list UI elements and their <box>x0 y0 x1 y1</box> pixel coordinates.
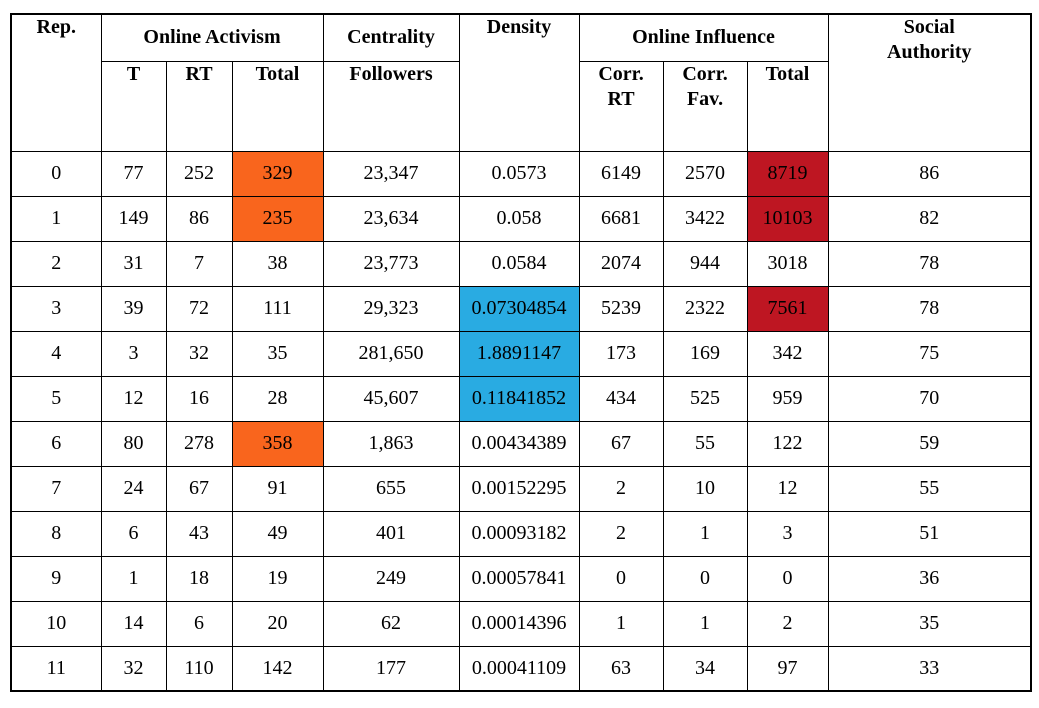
cell-t: 14 <box>101 601 166 646</box>
cell-t: 31 <box>101 241 166 286</box>
table-header <box>11 14 1031 151</box>
cell-social-authority: 78 <box>828 286 1031 331</box>
cell-rep: 8 <box>11 511 101 556</box>
cell-followers: 29,323 <box>323 286 459 331</box>
cell-density: 0.00014396 <box>459 601 579 646</box>
header-corr-fav-label: Corr. Fav. <box>682 62 728 110</box>
cell-social-authority: 70 <box>828 376 1031 421</box>
table-row <box>11 511 1031 556</box>
cell-t: 3 <box>101 331 166 376</box>
cell-rep: 2 <box>11 241 101 286</box>
table-row <box>11 331 1031 376</box>
cell-social-authority: 59 <box>828 421 1031 466</box>
cell-density: 0.00093182 <box>459 511 579 556</box>
cell-corr-fav: 2322 <box>663 286 747 331</box>
cell-rep: 1 <box>11 196 101 241</box>
header-online-activism: Online Activism <box>101 14 323 61</box>
cell-rt: 86 <box>166 196 232 241</box>
cell-t: 80 <box>101 421 166 466</box>
cell-rt: 32 <box>166 331 232 376</box>
header-corr-rt-label: Corr. RT <box>598 62 644 110</box>
cell-followers: 23,634 <box>323 196 459 241</box>
cell-density: 0.00152295 <box>459 466 579 511</box>
cell-corr-fav: 2570 <box>663 151 747 196</box>
cell-density: 0.00434389 <box>459 421 579 466</box>
table-row <box>11 196 1031 241</box>
table-row <box>11 376 1031 421</box>
cell-influence-total: 10103 <box>747 196 828 241</box>
cell-activism-total: 358 <box>232 421 323 466</box>
header-influence-total: Total <box>747 61 828 151</box>
cell-corr-rt: 67 <box>579 421 663 466</box>
header-rt: RT <box>166 61 232 151</box>
cell-influence-total: 7561 <box>747 286 828 331</box>
cell-activism-total: 35 <box>232 331 323 376</box>
cell-rt: 67 <box>166 466 232 511</box>
cell-activism-total: 19 <box>232 556 323 601</box>
cell-density: 1.8891147 <box>459 331 579 376</box>
cell-t: 24 <box>101 466 166 511</box>
cell-corr-fav: 34 <box>663 646 747 691</box>
cell-rt: 278 <box>166 421 232 466</box>
cell-corr-rt: 434 <box>579 376 663 421</box>
cell-influence-total: 959 <box>747 376 828 421</box>
header-online-influence: Online Influence <box>579 14 828 61</box>
cell-rt: 110 <box>166 646 232 691</box>
cell-followers: 401 <box>323 511 459 556</box>
table-row <box>11 286 1031 331</box>
cell-t: 149 <box>101 196 166 241</box>
cell-density: 0.0584 <box>459 241 579 286</box>
cell-rep: 11 <box>11 646 101 691</box>
cell-influence-total: 0 <box>747 556 828 601</box>
cell-corr-rt: 2 <box>579 466 663 511</box>
table-row <box>11 466 1031 511</box>
cell-social-authority: 86 <box>828 151 1031 196</box>
cell-rt: 7 <box>166 241 232 286</box>
cell-social-authority: 51 <box>828 511 1031 556</box>
cell-t: 12 <box>101 376 166 421</box>
header-rep: Rep. <box>11 14 101 151</box>
cell-corr-fav: 3422 <box>663 196 747 241</box>
cell-rep: 10 <box>11 601 101 646</box>
cell-corr-fav: 1 <box>663 601 747 646</box>
cell-activism-total: 49 <box>232 511 323 556</box>
header-social-authority <box>828 14 1031 151</box>
table-row <box>11 556 1031 601</box>
cell-activism-total: 91 <box>232 466 323 511</box>
cell-corr-rt: 6681 <box>579 196 663 241</box>
cell-social-authority: 78 <box>828 241 1031 286</box>
cell-density: 0.0573 <box>459 151 579 196</box>
header-activism-total: Total <box>232 61 323 151</box>
cell-corr-fav: 169 <box>663 331 747 376</box>
cell-density: 0.058 <box>459 196 579 241</box>
cell-social-authority: 55 <box>828 466 1031 511</box>
cell-activism-total: 28 <box>232 376 323 421</box>
cell-influence-total: 2 <box>747 601 828 646</box>
table-row <box>11 241 1031 286</box>
cell-rt: 72 <box>166 286 232 331</box>
cell-activism-total: 38 <box>232 241 323 286</box>
representatives-table <box>10 13 1032 692</box>
cell-rep: 4 <box>11 331 101 376</box>
cell-influence-total: 122 <box>747 421 828 466</box>
cell-followers: 23,773 <box>323 241 459 286</box>
cell-influence-total: 3 <box>747 511 828 556</box>
cell-corr-rt: 173 <box>579 331 663 376</box>
header-social-authority-label: Social Authority <box>887 16 972 63</box>
cell-corr-rt: 2 <box>579 511 663 556</box>
cell-followers: 62 <box>323 601 459 646</box>
header-followers: Followers <box>323 61 459 151</box>
cell-social-authority: 35 <box>828 601 1031 646</box>
cell-rep: 6 <box>11 421 101 466</box>
table-row <box>11 421 1031 466</box>
cell-rep: 3 <box>11 286 101 331</box>
cell-density: 0.11841852 <box>459 376 579 421</box>
cell-density: 0.00057841 <box>459 556 579 601</box>
cell-density: 0.00041109 <box>459 646 579 691</box>
cell-rt: 16 <box>166 376 232 421</box>
cell-influence-total: 97 <box>747 646 828 691</box>
cell-corr-rt: 63 <box>579 646 663 691</box>
cell-rt: 252 <box>166 151 232 196</box>
cell-corr-fav: 944 <box>663 241 747 286</box>
cell-t: 32 <box>101 646 166 691</box>
cell-t: 77 <box>101 151 166 196</box>
cell-corr-fav: 525 <box>663 376 747 421</box>
cell-corr-fav: 55 <box>663 421 747 466</box>
cell-activism-total: 329 <box>232 151 323 196</box>
table-row <box>11 151 1031 196</box>
header-group-row <box>11 14 1031 61</box>
cell-t: 39 <box>101 286 166 331</box>
header-corr-fav <box>663 61 747 151</box>
cell-social-authority: 75 <box>828 331 1031 376</box>
cell-corr-rt: 5239 <box>579 286 663 331</box>
cell-followers: 45,607 <box>323 376 459 421</box>
cell-rt: 6 <box>166 601 232 646</box>
cell-followers: 1,863 <box>323 421 459 466</box>
cell-rt: 43 <box>166 511 232 556</box>
cell-social-authority: 36 <box>828 556 1031 601</box>
cell-corr-rt: 1 <box>579 601 663 646</box>
cell-t: 6 <box>101 511 166 556</box>
cell-influence-total: 3018 <box>747 241 828 286</box>
cell-rep: 0 <box>11 151 101 196</box>
cell-rep: 5 <box>11 376 101 421</box>
cell-corr-rt: 0 <box>579 556 663 601</box>
header-centrality: Centrality <box>323 14 459 61</box>
cell-corr-rt: 6149 <box>579 151 663 196</box>
cell-corr-rt: 2074 <box>579 241 663 286</box>
cell-followers: 177 <box>323 646 459 691</box>
cell-rt: 18 <box>166 556 232 601</box>
cell-activism-total: 235 <box>232 196 323 241</box>
table-row <box>11 646 1031 691</box>
cell-rep: 9 <box>11 556 101 601</box>
cell-social-authority: 82 <box>828 196 1031 241</box>
cell-influence-total: 342 <box>747 331 828 376</box>
cell-followers: 249 <box>323 556 459 601</box>
data-table-container <box>10 13 1032 692</box>
cell-rep: 7 <box>11 466 101 511</box>
cell-influence-total: 8719 <box>747 151 828 196</box>
cell-t: 1 <box>101 556 166 601</box>
table-row <box>11 601 1031 646</box>
cell-activism-total: 142 <box>232 646 323 691</box>
cell-followers: 655 <box>323 466 459 511</box>
cell-corr-fav: 10 <box>663 466 747 511</box>
cell-followers: 23,347 <box>323 151 459 196</box>
header-t: T <box>101 61 166 151</box>
cell-corr-fav: 1 <box>663 511 747 556</box>
header-density: Density <box>459 14 579 151</box>
cell-influence-total: 12 <box>747 466 828 511</box>
cell-activism-total: 20 <box>232 601 323 646</box>
cell-social-authority: 33 <box>828 646 1031 691</box>
cell-followers: 281,650 <box>323 331 459 376</box>
cell-density: 0.07304854 <box>459 286 579 331</box>
cell-activism-total: 111 <box>232 286 323 331</box>
cell-corr-fav: 0 <box>663 556 747 601</box>
table-body <box>11 151 1031 691</box>
header-corr-rt <box>579 61 663 151</box>
